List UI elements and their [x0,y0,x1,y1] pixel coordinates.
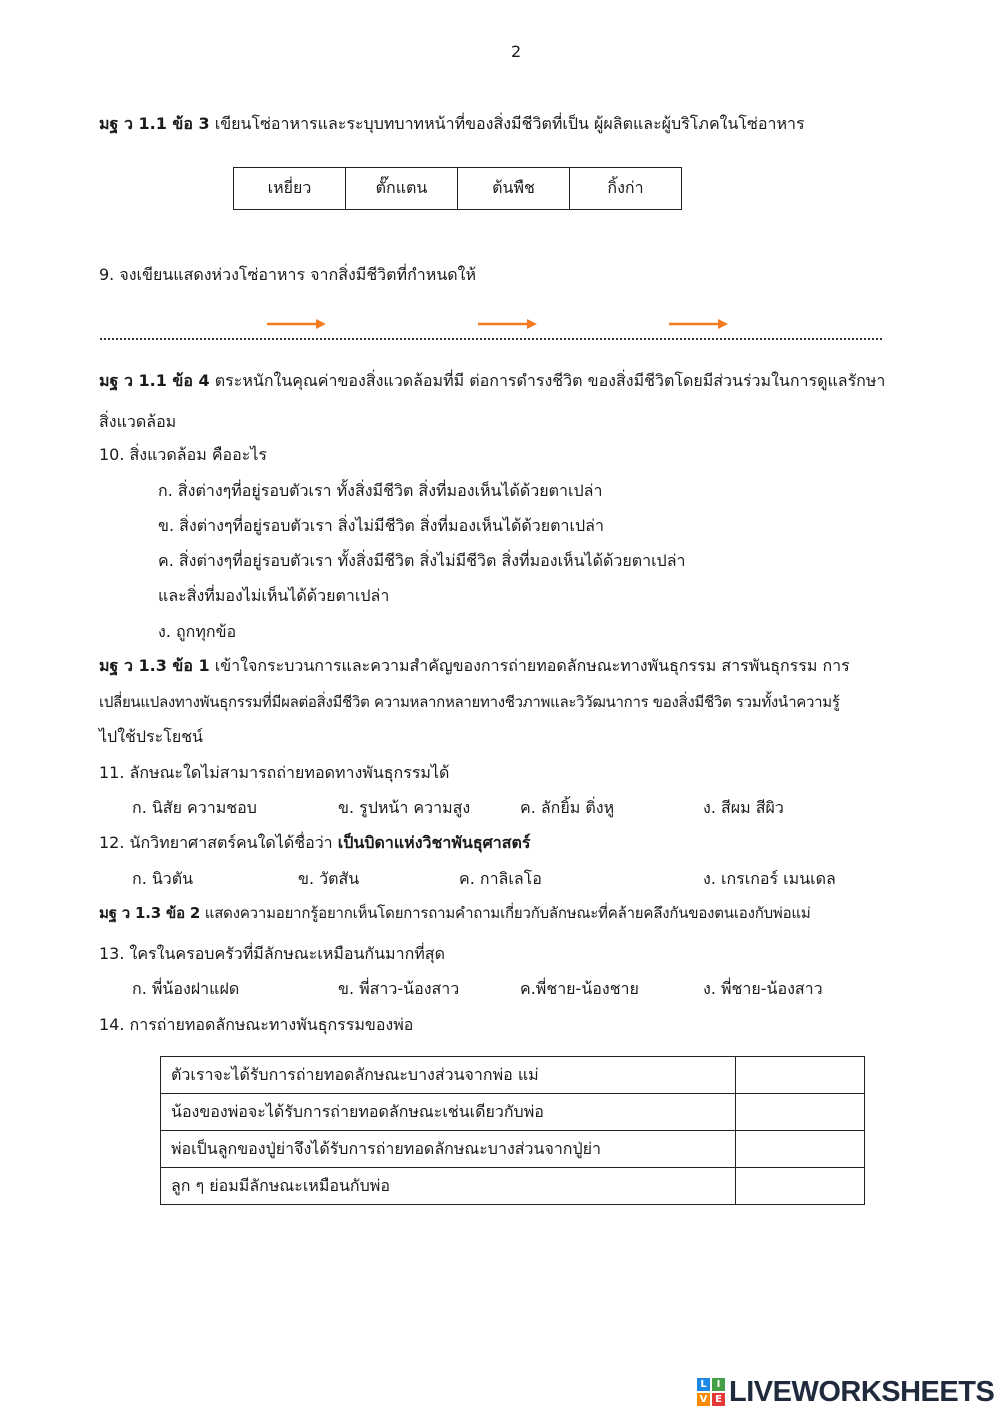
question-10: 10. สิ่งแวดล้อม คืออะไร [99,445,267,464]
logo-letter: L [697,1378,710,1391]
organism-cell: ตั๊กแตน [346,168,458,210]
choice-b[interactable]: ข. สิ่งต่างๆที่อยู่รอบตัวเรา สิ่งไม่มีชีวิต สิ่งที่มองเห็นได้ด้วยตาเปล่า [158,516,604,535]
choice-c-continued: และสิ่งที่มองไม่เห็นได้ด้วยตาเปล่า [158,586,390,605]
standard-text-line3: ไปใช้ประโยชน์ [99,727,203,746]
statement-cell: ตัวเราจะได้รับการถ่ายทอดลักษณะบางส่วนจากพ่อ แม่ [161,1057,736,1094]
answer-cell[interactable] [736,1168,865,1205]
standard-code: มฐ ว 1.3 ข้อ 2 [99,904,201,922]
q13-choice-a[interactable]: ก. พี่น้องฝาแฝด [132,979,240,998]
choice-c[interactable]: ค. สิ่งต่างๆที่อยู่รอบตัวเรา ทั้งสิ่งมีชีวิต สิ่งไม่มีชีวิต สิ่งที่มองเห็นได้ด้วยตาเปล่า [158,551,686,570]
answer-cell[interactable] [736,1131,865,1168]
answer-cell[interactable] [736,1057,865,1094]
q12-choice-c[interactable]: ค. กาลิเลโอ [459,869,542,888]
statement-cell: น้องของพ่อจะได้รับการถ่ายทอดลักษณะเช่นเดียวกับพ่อ [161,1094,736,1131]
q12-choice-b[interactable]: ข. วัตสัน [298,869,360,888]
standard-text-line2: เปลี่ยนแปลงทางพันธุกรรมที่มีผลต่อสิ่งมีชีวิต ความหลากหลายทางชีวภาพและวิวัฒนาการ ของสิ่งมีชีวิต รวมทั้งนำความรู้ [99,693,840,711]
q13-choice-b[interactable]: ข. พี่สาว-น้องสาว [338,979,460,998]
question-text-bold: เป็นบิดาแห่งวิชาพันธุศาสตร์ [337,833,531,852]
page-number: 2 [511,42,522,61]
standard-heading-1-1-3 [99,113,805,135]
standard-text: แสดงความอยากรู้อยากเห็นโดยการถามคำถามเกี่ยวกับลักษณะที่คล้ายคลึงกันของตนเองกับพ่อแม่ [200,904,811,922]
standard-code: มฐ ว 1.1 ข้อ 3 [99,114,210,133]
question-14: 14. การถ่ายทอดลักษณะทางพันธุกรรมของพ่อ [99,1015,414,1034]
logo-letter: V [697,1393,710,1406]
q13-choice-d[interactable]: ง. พี่ชาย-น้องสาว [703,979,823,998]
organism-cell: เหยี่ยว [234,168,346,210]
q12-choice-d[interactable]: ง. เกรเกอร์ เมนเดล [703,869,836,888]
logo-text: LIVEWORKSHEETS [729,1375,995,1408]
q12-choice-a[interactable]: ก. นิวตัน [132,869,194,888]
organism-cell: ต้นพืช [458,168,570,210]
question-11: 11. ลักษณะใดไม่สามารถถ่ายทอดทางพันธุกรรมได้ [99,763,450,782]
standard-text: เขียนโซ่อาหารและระบุบทบาทหน้าที่ของสิ่งมีชีวิตที่เป็น ผู้ผลิตและผู้บริโภคในโซ่อาหาร [209,114,805,133]
question-13: 13. ใครในครอบครัวที่มีลักษณะเหมือนกันมากที่สุด [99,944,445,963]
q11-choice-c[interactable]: ค. ลักยิ้ม ติ่งหู [520,798,615,817]
inheritance-table [160,1056,865,1205]
question-12 [99,832,530,854]
food-chain-arrow-1 [266,317,328,331]
answer-dotted-line[interactable] [100,338,882,340]
standard-heading-1-3-2 [99,902,811,924]
food-chain-arrow-2 [477,317,539,331]
choice-a[interactable]: ก. สิ่งต่างๆที่อยู่รอบตัวเรา ทั้งสิ่งมีชีวิต สิ่งที่มองเห็นได้ด้วยตาเปล่า [158,481,603,500]
standard-text-continued: สิ่งแวดล้อม [99,412,177,431]
q11-choice-d[interactable]: ง. สีผม สีผิว [703,798,784,817]
logo-letter: E [712,1393,725,1406]
organism-cell: กิ้งก่า [570,168,682,210]
table-row [161,1168,865,1205]
standard-heading-1-3-1 [99,655,850,677]
standard-text: ตระหนักในคุณค่าของสิ่งแวดล้อมที่มี ต่อการดำรงชีวิต ของสิ่งมีชีวิตโดยมีส่วนร่วมในการดูแลรักษา [209,371,886,390]
table-row [161,1094,865,1131]
q11-choice-b[interactable]: ข. รูปหน้า ความสูง [338,798,471,817]
logo-letter: I [712,1378,725,1391]
question-9: 9. จงเขียนแสดงห่วงโซ่อาหาร จากสิ่งมีชีวิตที่กำหนดให้ [99,265,476,284]
table-row [161,1057,865,1094]
logo-mark-icon [697,1378,725,1406]
standard-heading-1-1-4 [99,370,885,392]
liveworksheets-logo [697,1375,994,1409]
organisms-table [233,167,682,210]
standard-code: มฐ ว 1.1 ข้อ 4 [99,371,210,390]
q13-choice-c[interactable]: ค.พี่ชาย-น้องชาย [520,979,639,998]
choice-d[interactable]: ง. ถูกทุกข้อ [158,622,237,641]
food-chain-arrow-3 [668,317,730,331]
question-text: 12. นักวิทยาศาสตร์คนใดได้ชื่อว่า [99,833,338,852]
table-row [161,1131,865,1168]
standard-code: มฐ ว 1.3 ข้อ 1 [99,656,210,675]
q11-choice-a[interactable]: ก. นิสัย ความชอบ [132,798,257,817]
answer-cell[interactable] [736,1094,865,1131]
statement-cell: ลูก ๆ ย่อมมีลักษณะเหมือนกับพ่อ [161,1168,736,1205]
statement-cell: พ่อเป็นลูกของปู่ย่าจึงได้รับการถ่ายทอดลักษณะบางส่วนจากปู่ย่า [161,1131,736,1168]
standard-text: เข้าใจกระบวนการและความสำคัญของการถ่ายทอดลักษณะทางพันธุกรรม สารพันธุกรรม การ [209,656,850,675]
